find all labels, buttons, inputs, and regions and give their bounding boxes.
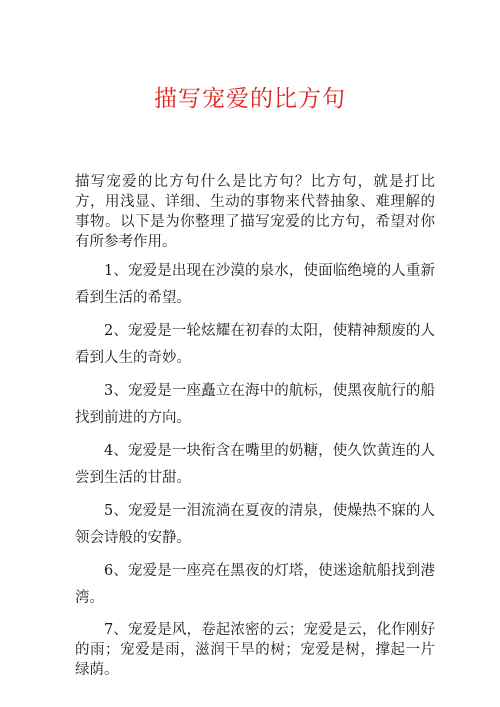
list-item: 7、宠爱是风，卷起浓密的云；宠爱是云，化作刚好的雨；宠爱是雨，滋润干旱的树；宠爱是树，撑起一片绿荫。 [75,622,435,678]
list-item: 2、宠爱是一轮炫耀在初春的太阳，使精神颓废的人看到人生的奇妙。 [75,323,435,366]
list-item: 5、宠爱是一泪流淌在夏夜的清泉，使燥热不寐的人领会诗般的安静。 [75,503,435,546]
list-item: 4、宠爱是一块衔含在嘴里的奶糖，使久饮黄连的人尝到生活的甘甜。 [75,443,435,486]
document-title: 描写宠爱的比方句 [154,86,346,112]
list-item: 6、宠爱是一座亮在黑夜的灯塔，使迷途航船找到港湾。 [75,563,435,606]
list-item: 1、宠爱是出现在沙漠的泉水，使面临绝境的人重新看到生活的希望。 [75,263,435,306]
list-item: 3、宠爱是一座矗立在海中的航标，使黑夜航行的船找到前进的方向。 [75,383,435,426]
intro-paragraph: 描写宠爱的比方句什么是比方句？比方句，就是打比方，用浅显、详细、生动的事物来代替抽象、难理解的事物。以下是为你整理了描写宠爱的比方句，希望对你有所参考作用。 [75,174,435,250]
document-body [75,172,435,686]
